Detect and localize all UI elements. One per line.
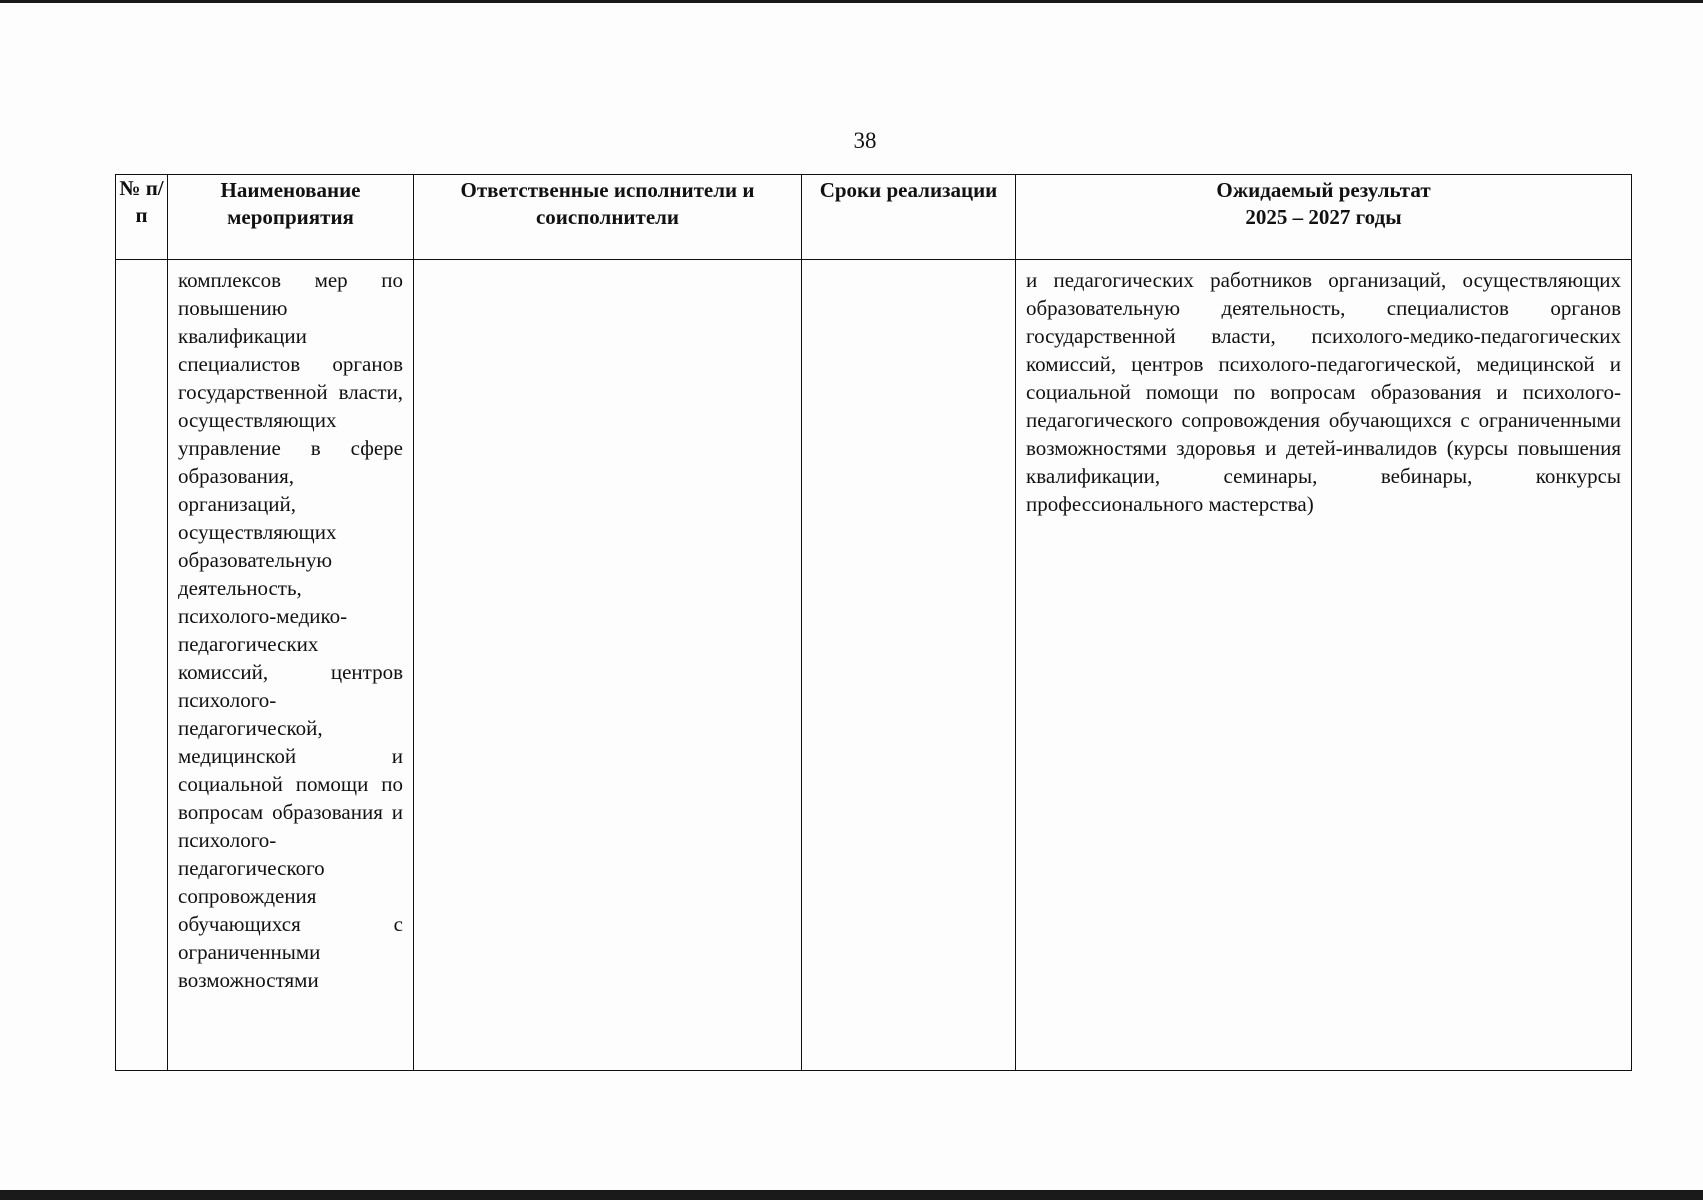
cell-activity-name: комплексов мер по повышению квалификации специалистов органов государственной власти, осуществляющих управление в сфере образования, организаций, осуществляющих образовательную деятельность, психолого-медико-педагогических комиссий, центров психолого-педагогической, медицинской и социальной помощи по вопросам образования и психолого-педагогического сопровождения обучающихся с ограниченными возможностями [168,260,414,1071]
header-terms: Сроки реализации [802,175,1016,260]
header-expected-result-years: 2025 – 2027 годы [1245,205,1402,229]
scan-edge-top [0,0,1703,3]
scan-edge-bottom [0,1190,1703,1200]
cell-expected-result: и педагогических работников организаций, осуществляющих образовательную деятельность, специалистов органов государственной власти, психолого-медико-педагогических комиссий, центров психолого-педагогической, медицинской и социальной помощи по вопросам образования и психолого-педагогического сопровождения обучающихся с ограниченными возможностями здоровья и детей-инвалидов (курсы повышения квалификации, семинары, вебинары, конкурсы профессионального мастерства) [1016,260,1632,1071]
table-header-row [116,175,1632,260]
cell-number [116,260,168,1071]
table-row [116,260,1632,1071]
header-expected-result [1016,175,1632,260]
header-activity-name: Наименование мероприятия [168,175,414,260]
header-number: № п/ п [116,175,168,260]
header-responsible: Ответственные исполнители и соисполнители [414,175,802,260]
activities-table [115,174,1632,1071]
page-number: 38 [853,128,877,153]
cell-responsible [414,260,802,1071]
cell-terms [802,260,1016,1071]
header-expected-result-title: Ожидаемый результат [1216,178,1431,202]
